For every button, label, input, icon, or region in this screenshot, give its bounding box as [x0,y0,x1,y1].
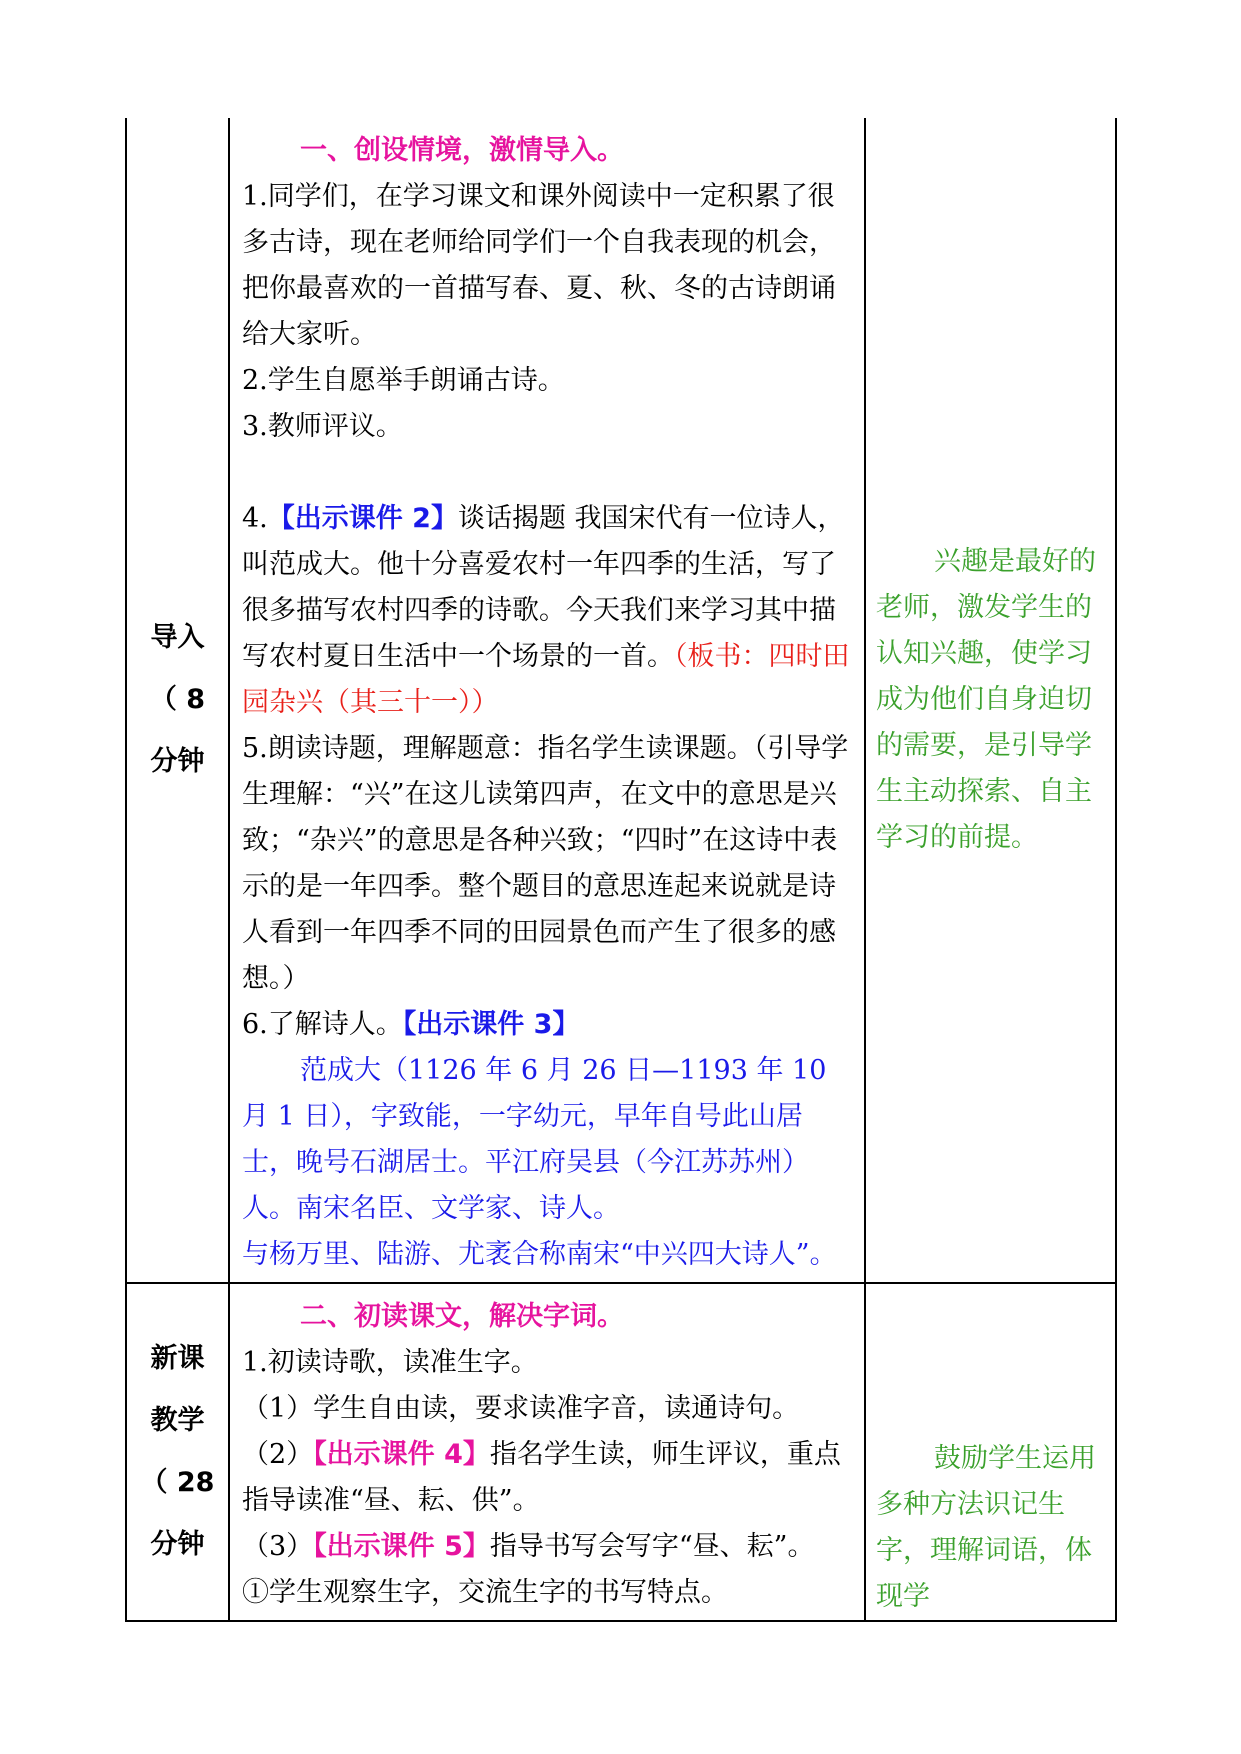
paragraph [242,1524,856,1570]
poet-biography-extra: 与杨万里、陆游、尤袤合称南宋“中兴四大诗人”。 [242,1239,837,1270]
item-number: （2） [242,1439,314,1470]
paragraph [242,1002,856,1048]
design-note-cell [865,1283,1116,1621]
content-cell-new-lesson [229,1283,865,1621]
paragraph: 1.初读诗歌，读准生字。 [242,1347,538,1378]
content-cell-intro [229,118,865,1283]
courseware-ref: 【出示课件 4】 [313,1439,490,1470]
paragraph: 5.朗读诗题，理解题意：指名学生读课题。（引导学生理解：“兴”在这儿读第四声，在文中的意思是兴致；“杂兴”的意思是各种兴致；“四时”在这诗中表示的是一年四季。整个题目的意思连起来说就是诗人看到一年四季不同的田园景色而产生了很多的感想。） [242,733,849,994]
table-row-intro [126,118,1116,1283]
courseware-ref: 【出示课件 5】 [313,1531,490,1562]
stage-label: 导入 [150,622,205,653]
table-row-new-lesson [126,1283,1116,1621]
paragraph-text: 谈话揭题 我国宋代有一位诗人，叫范成大。他十分喜爱农村一年四季的生活，写了很多描写农村四季的诗歌。今天我们来学习其中描写农村夏日生活中一个场景的一首。 [242,503,845,672]
paragraph: 2.学生自愿举手朗诵古诗。 [242,365,565,396]
design-note: 兴趣是最好的老师，激发学生的认知兴趣，使学习成为他们自身迫切的需要，是引导学生主动探索、自主学习的前提。 [876,546,1096,853]
stage-duration-unit: 分钟 [150,1529,205,1560]
spacer [242,450,856,496]
paragraph [242,496,856,726]
item-number: 4. [242,503,268,534]
paragraph-text: 指导书写会写字“昼、耘”。 [489,1531,815,1562]
stage-cell-new-lesson [126,1283,229,1621]
section-heading: 二、初读课文，解决字词。 [300,1301,624,1332]
paragraph: 1.同学们，在学习课文和课外阅读中一定积累了很多古诗，现在老师给同学们一个自我表现的机会，把你最喜欢的一首描写春、夏、秋、冬的古诗朗诵给大家听。 [242,181,836,350]
stage-label: 教学 [150,1405,205,1436]
section-heading: 一、创设情境，激情导入。 [300,135,624,166]
stage-duration: （ 8 [149,684,206,715]
stage-duration: （ 28 [140,1467,215,1498]
paragraph: （1）学生自由读，要求读准字音，读通诗句。 [242,1393,800,1424]
poet-biography: 范成大（1126 年 6 月 26 日—1193 年 10 月 1 日），字致能，一字幼元，早年自号此山居士，晚号石湖居士。平江府吴县（今江苏苏州）人。南宋名臣、文学家、诗人。 [242,1055,827,1224]
lesson-plan-table [125,118,1117,1622]
stage-label: 新课 [150,1343,205,1374]
stage-duration-unit: 分钟 [150,746,205,777]
courseware-ref: 【出示课件 2】 [267,503,458,534]
item-number: （3） [242,1531,314,1562]
paragraph-text: 指名学生读，师生评议，重点指导读准“昼、耘、供”。 [242,1439,841,1516]
paragraph: ①学生观察生字，交流生字的书写特点。 [242,1577,728,1608]
design-note-cell [865,118,1116,1283]
paragraph: 3.教师评议。 [242,411,403,442]
courseware-ref: 【出示课件 3】 [402,1009,580,1040]
design-note: 鼓励学生运用多种方法识记生字，理解词语，体现学 [876,1443,1096,1612]
paragraph-text: 6.了解诗人。 [242,1009,403,1040]
stage-cell-intro [126,118,229,1283]
paragraph [242,1432,856,1524]
blackboard-note: （板书：四时田园杂兴（其三十一）） [242,641,850,718]
